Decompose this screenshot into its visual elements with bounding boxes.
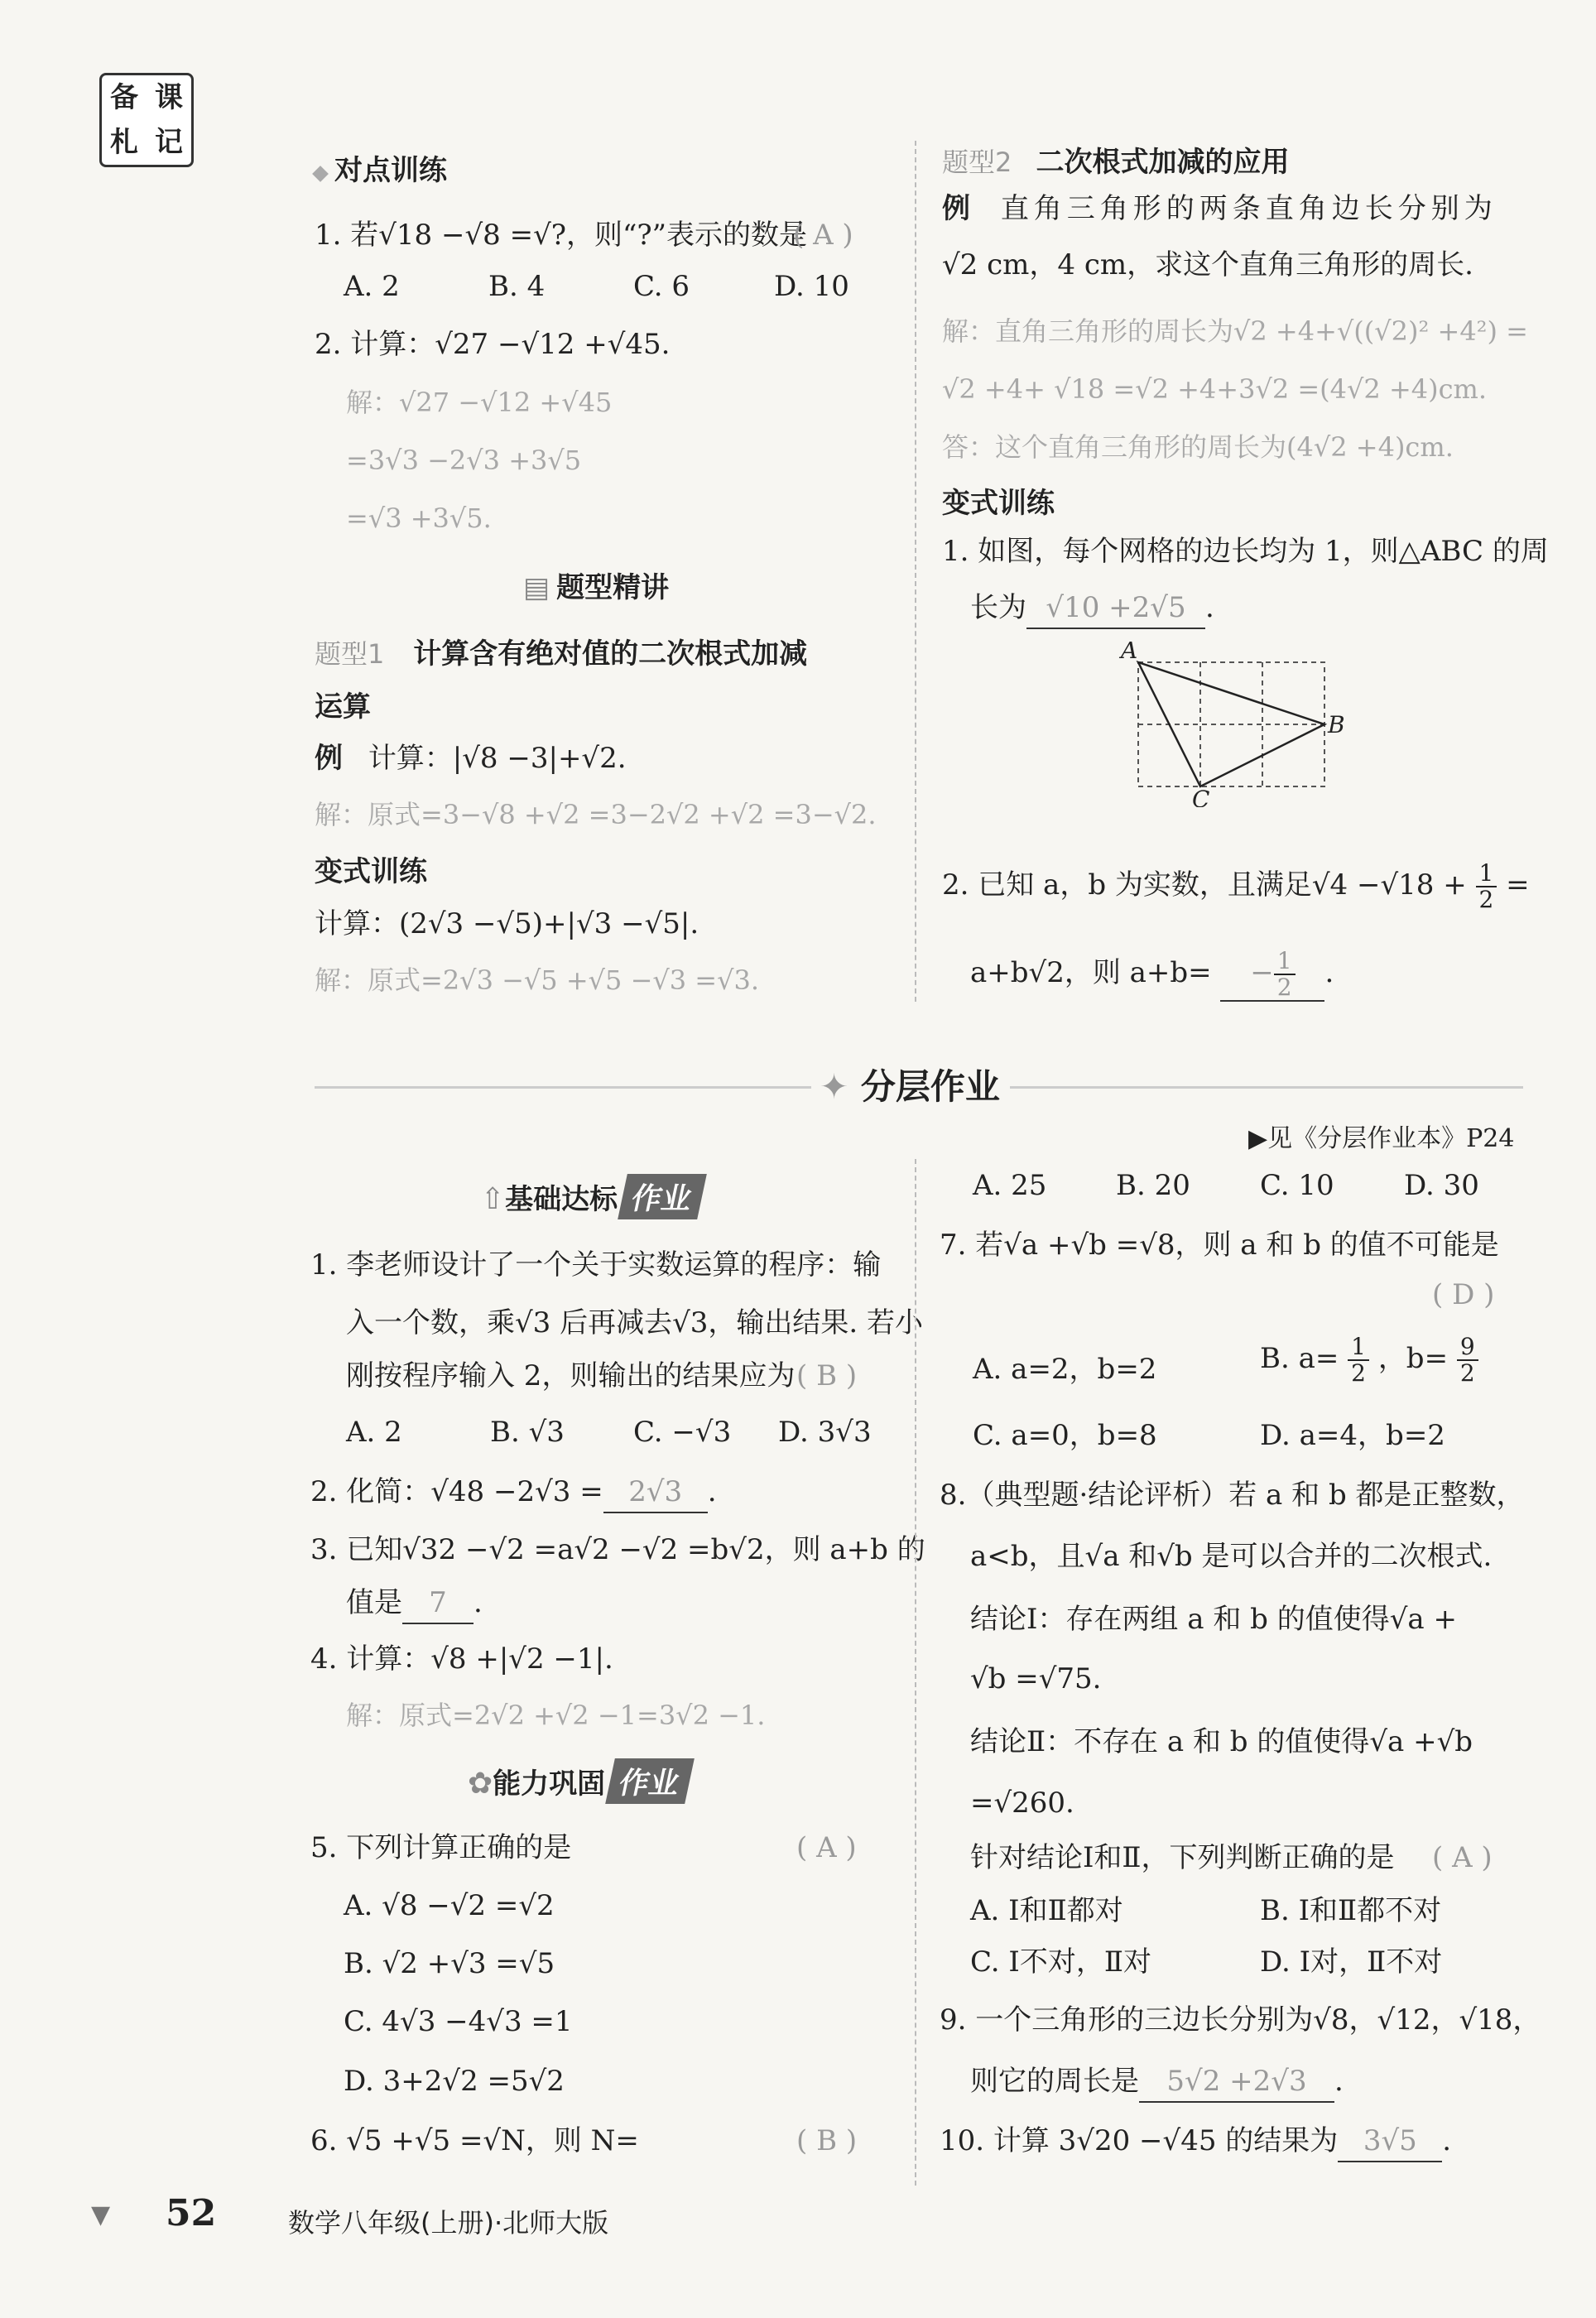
book-icon: ▤ bbox=[523, 571, 550, 604]
variant-heading: 变式训练 bbox=[315, 855, 427, 888]
example2-cont: √2 cm，4 cm，求这个直角三角形的周长. bbox=[942, 248, 1473, 281]
option: C. Ⅰ不对，Ⅱ对 bbox=[970, 1945, 1151, 1979]
solution-line: 解：直角三角形的周长为√2 +4+√((√2)² +4²) = bbox=[942, 315, 1528, 347]
q7: 7. 若√a +√b =√8，则 a 和 b 的值不可能是 bbox=[940, 1229, 1499, 1262]
option: D. 3+2√2 =5√2 bbox=[344, 2065, 565, 2098]
q9: 9. 一个三角形的三边长分别为√8，√12，√18， bbox=[940, 2003, 1541, 2037]
option: B. Ⅰ和Ⅱ都不对 bbox=[1260, 1894, 1442, 1927]
q8-l7: 针对结论Ⅰ和Ⅱ，下列判断正确的是 bbox=[970, 1841, 1395, 1874]
notes-logo bbox=[99, 73, 194, 167]
option: A. a=2，b=2 bbox=[973, 1353, 1157, 1386]
logo-char: 札 bbox=[110, 126, 138, 159]
option: D. 30 bbox=[1404, 1169, 1479, 1202]
vertex-label: B bbox=[1328, 711, 1345, 738]
leaf-icon: ✿ bbox=[468, 1767, 493, 1801]
option: D. 3√3 bbox=[778, 1416, 872, 1449]
ability-q5-answer: ( A ) bbox=[796, 1831, 857, 1864]
option: A. Ⅰ和Ⅱ都对 bbox=[970, 1894, 1123, 1927]
option: B. 4 bbox=[488, 270, 546, 303]
section2-title: ✦ 分层作业 bbox=[820, 1066, 1000, 1107]
basic-q4-solution: 解：原式=2√2 +√2 −1=3√2 −1. bbox=[346, 1700, 766, 1731]
basic-q2: 2. 化简：√48 −2√3 = 2√3 . bbox=[310, 1472, 717, 1513]
q9-l2: 则它的周长是 5√2 +2√3 . bbox=[970, 2061, 1344, 2103]
option: B. √3 bbox=[490, 1416, 565, 1449]
option: C. a=0，b=8 bbox=[973, 1419, 1157, 1452]
q8-l4: √b =√75. bbox=[970, 1662, 1102, 1695]
variant-question: 计算：(2√3 −√5)+|√3 −√5|. bbox=[315, 907, 699, 940]
option: A. 2 bbox=[346, 1416, 402, 1449]
logo-char: 备 bbox=[110, 81, 138, 114]
q10: 10. 计算 3√20 −√45 的结果为 3√5 . bbox=[940, 2121, 1451, 2162]
basic-q1: 1. 李老师设计了一个关于实数运算的程序：输 bbox=[310, 1248, 882, 1282]
variant-q1: 1. 如图，每个网格的边长均为 1，则△ABC 的周 bbox=[942, 535, 1549, 568]
solution-line: 解：√27 −√12 +√45 bbox=[346, 387, 613, 418]
solution-line: 答：这个直角三角形的周长为(4√2 +4)cm. bbox=[942, 431, 1454, 463]
basic-heading: ⇧基础达标 作业 bbox=[480, 1174, 702, 1219]
logo-char: 课 bbox=[155, 81, 183, 114]
example2: 例 直角三角形的两条直角边长分别为 bbox=[942, 192, 1497, 225]
option: B. 20 bbox=[1116, 1169, 1190, 1202]
solution-line: =3√3 −2√3 +3√5 bbox=[346, 445, 582, 476]
option: A. 25 bbox=[973, 1169, 1047, 1202]
option: A. 2 bbox=[344, 270, 400, 303]
solution-line: √2 +4+ √18 =√2 +4+3√2 =(4√2 +4)cm. bbox=[942, 373, 1488, 405]
section-heading: ▤ 题型精讲 bbox=[523, 571, 670, 604]
option: C. 6 bbox=[633, 270, 690, 303]
basic-q1-answer: ( B ) bbox=[796, 1359, 858, 1392]
ability-q6: 6. √5 +√5 =√N，则 N= bbox=[310, 2124, 639, 2157]
type1-title-cont: 运算 bbox=[315, 690, 371, 724]
section2-reference: ▶见《分层作业本》P24 bbox=[1248, 1124, 1515, 1153]
q8-answer: ( A ) bbox=[1432, 1841, 1493, 1874]
ability-q6-answer: ( B ) bbox=[796, 2124, 858, 2157]
vertex-label: C bbox=[1192, 786, 1210, 807]
ability-heading: ✿能力巩固 作业 bbox=[468, 1758, 690, 1804]
footer-mark-icon: ▼ bbox=[91, 2200, 111, 2229]
example: 例 计算：|√8 −3|+√2. bbox=[315, 742, 627, 775]
type1-title: 题型1 计算含有绝对值的二次根式加减 bbox=[315, 637, 808, 671]
question-1: 1. 若√18 −√8 =√?，则“?”表示的数是 bbox=[315, 219, 807, 252]
option: A. √8 −√2 =√2 bbox=[344, 1889, 555, 1922]
option: D. Ⅰ对，Ⅱ不对 bbox=[1260, 1945, 1443, 1979]
q8-l5: 结论Ⅱ：不存在 a 和 b 的值使得√a +√b bbox=[970, 1725, 1473, 1758]
q8-l3: 结论Ⅰ：存在两组 a 和 b 的值使得√a + bbox=[970, 1603, 1457, 1636]
option: C. 10 bbox=[1260, 1169, 1334, 1202]
ability-q5: 5. 下列计算正确的是 bbox=[310, 1831, 572, 1864]
column-divider-2 bbox=[915, 1159, 918, 2186]
bullet-icon bbox=[312, 166, 329, 182]
q8: 8.（典型题·结论评析）若 a 和 b 都是正整数， bbox=[940, 1479, 1525, 1512]
option: C. −√3 bbox=[633, 1416, 732, 1449]
variant-heading-2: 变式训练 bbox=[942, 487, 1055, 520]
variant-q1-cont: 长为 √10 +2√5 . bbox=[970, 588, 1214, 629]
book-title: 数学八年级(上册)·北师大版 bbox=[288, 2207, 609, 2239]
answer-1: ( A ) bbox=[793, 219, 853, 252]
solution-line: =√3 +3√5. bbox=[346, 503, 492, 534]
basic-q3-l2: 值是 7 . bbox=[346, 1583, 483, 1624]
variant-solution: 解：原式=2√3 −√5 +√5 −√3 =√3. bbox=[315, 964, 760, 996]
section-divider-right bbox=[1010, 1086, 1523, 1089]
section-divider-left bbox=[315, 1086, 811, 1089]
vertex-label: A bbox=[1121, 642, 1138, 664]
arrow-up-icon: ⇧ bbox=[480, 1182, 506, 1216]
basic-q3: 3. 已知√32 −√2 =a√2 −√2 =b√2，则 a+b 的 bbox=[310, 1533, 925, 1566]
basic-q1-l3: 刚按程序输入 2，则输出的结果应为 bbox=[346, 1359, 796, 1392]
basic-q1-l2: 入一个数，乘√3 后再减去√3，输出结果. 若小 bbox=[346, 1306, 924, 1339]
option: B. √2 +√3 =√5 bbox=[344, 1947, 555, 1980]
option: D. a=4，b=2 bbox=[1260, 1419, 1445, 1452]
q8-l6: =√260. bbox=[970, 1787, 1074, 1820]
variant-q2-cont: a+b√2，则 a+b= − $\frac{1}{2}$ . bbox=[970, 947, 1334, 1001]
option: D. 10 bbox=[774, 270, 849, 303]
question-2: 2. 计算：√27 −√12 +√45. bbox=[315, 328, 671, 361]
swirl-icon: ✦ bbox=[820, 1066, 849, 1107]
option: B. a= $\frac{1}{2}$ ，b= $\frac{9}{2}$ bbox=[1260, 1335, 1478, 1386]
q8-l2: a<b，且√a 和√b 是可以合并的二次根式. bbox=[970, 1540, 1493, 1573]
type2-title: 题型2 二次根式加减的应用 bbox=[942, 146, 1290, 179]
practice-heading: 对点训练 bbox=[315, 147, 447, 188]
variant-q2: 2. 已知 a，b 为实数，且满足√4 −√18 + $\frac{1}{2}$ = bbox=[942, 859, 1530, 913]
page-number: 52 bbox=[166, 2192, 217, 2234]
example-solution: 解：原式=3−√8 +√2 =3−2√2 +√2 =3−√2. bbox=[315, 799, 877, 830]
triangle-grid-figure bbox=[1118, 642, 1349, 807]
option: C. 4√3 −4√3 =1 bbox=[344, 2005, 573, 2038]
column-divider bbox=[915, 141, 918, 1002]
q7-answer: ( D ) bbox=[1432, 1278, 1495, 1311]
logo-char: 记 bbox=[155, 126, 183, 159]
basic-q4: 4. 计算：√8 +|√2 −1|. bbox=[310, 1642, 613, 1676]
